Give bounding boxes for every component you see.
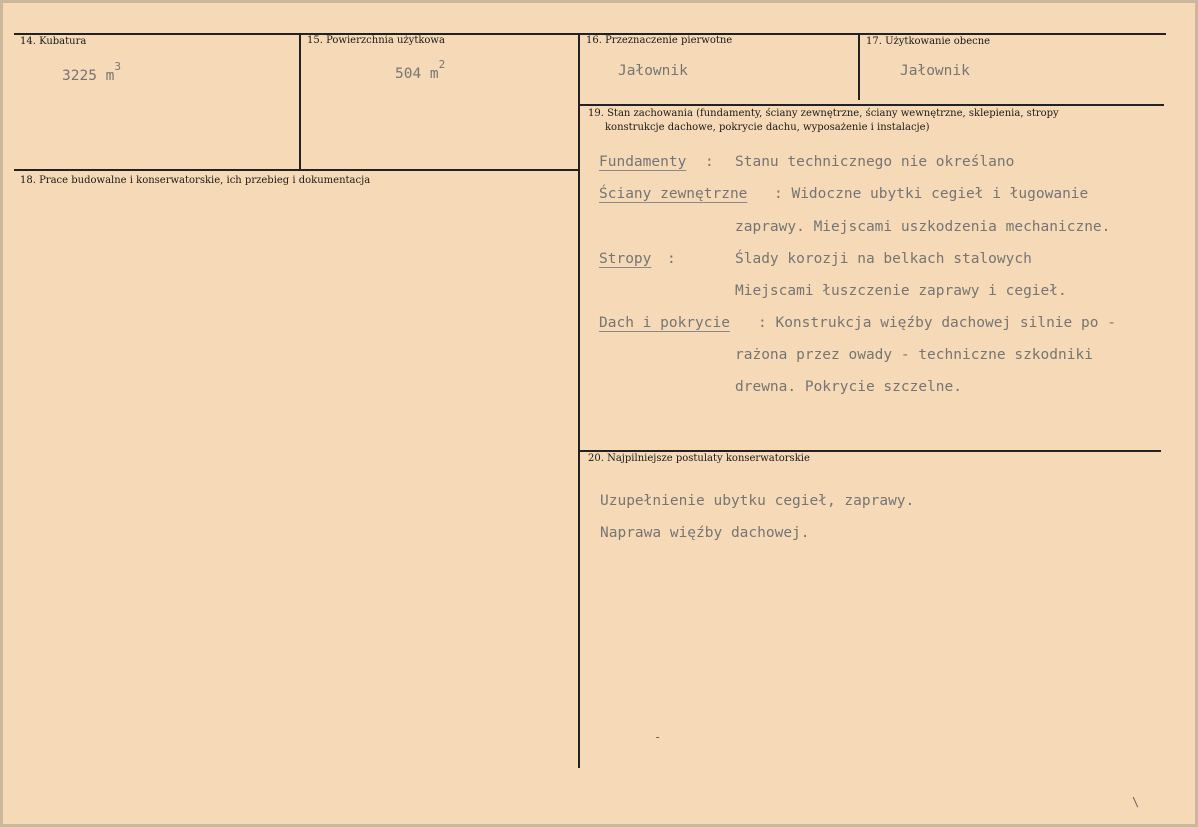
sciany-heading: Ściany zewnętrzne (599, 186, 748, 202)
fundamenty-separator: : (705, 154, 714, 170)
field-15-number: 504 m (395, 65, 439, 82)
postulate-line2: Naprawa więźby dachowej. (600, 525, 810, 541)
field-15-value (395, 58, 446, 82)
field-19-label-line2: konstrukcje dachowe, pokrycie dachu, wyposażenie i instalacje) (605, 122, 930, 133)
rule-under-14-15 (14, 169, 578, 171)
divider-14-15 (299, 33, 301, 169)
dach-text-line1: : Konstrukcja więźby dachowej silnie po - (758, 315, 1116, 331)
dach-text-line2: rażona przez owady - techniczne szkodniki (735, 347, 1093, 363)
center-divider (578, 33, 580, 768)
postulate-line1: Uzupełnienie ubytku cegieł, zaprawy. (600, 493, 915, 509)
field-14-label: 14. Kubatura (20, 36, 87, 47)
field-19-label-line1: 19. Stan zachowania (fundamenty, ściany zewnętrzne, ściany wewnętrzne, sklepienia, stropy (588, 108, 1059, 119)
fundamenty-text: Stanu technicznego nie określano (735, 154, 1015, 170)
field-17-label: 17. Użytkowanie obecne (866, 36, 991, 47)
stropy-text-line1: Ślady korozji na belkach stalowych (735, 251, 1032, 267)
stropy-separator: : (667, 251, 676, 267)
stropy-heading: Stropy (599, 251, 652, 267)
dach-text-line3: drewna. Pokrycie szczelne. (735, 379, 962, 395)
field-17-value: Jałownik (900, 63, 970, 79)
field-16-label: 16. Przeznaczenie pierwotne (586, 35, 733, 46)
field-15-label: 15. Powierzchnia użytkowa (307, 35, 445, 46)
stray-mark-2: \ (1132, 795, 1140, 809)
divider-16-17 (858, 33, 860, 100)
stray-mark-1: - (654, 730, 662, 744)
field-15-exponent: 2 (438, 58, 446, 71)
card-sheet (4, 4, 1194, 823)
rule-under-16-17 (580, 104, 1164, 106)
dach-heading: Dach i pokrycie (599, 315, 730, 331)
fundamenty-heading: Fundamenty (599, 154, 687, 170)
field-14-value (62, 60, 122, 84)
field-14-exponent: 3 (114, 60, 122, 73)
field-16-value: Jałownik (618, 63, 688, 79)
field-18-label: 18. Prace budowalne i konserwatorskie, ich przebieg i dokumentacja (20, 175, 371, 186)
rule-under-19 (580, 450, 1161, 452)
field-20-label: 20. Najpilniejsze postulaty konserwatorskie (588, 453, 810, 464)
stropy-text-line2: Miejscami łuszczenie zaprawy i cegieł. (735, 283, 1067, 299)
field-14-number: 3225 m (62, 67, 115, 84)
sciany-text-line1: : Widoczne ubytki cegieł i ługowanie (774, 186, 1089, 202)
sciany-text-line2: zaprawy. Miejscami uszkodzenia mechaniczne. (735, 219, 1111, 235)
